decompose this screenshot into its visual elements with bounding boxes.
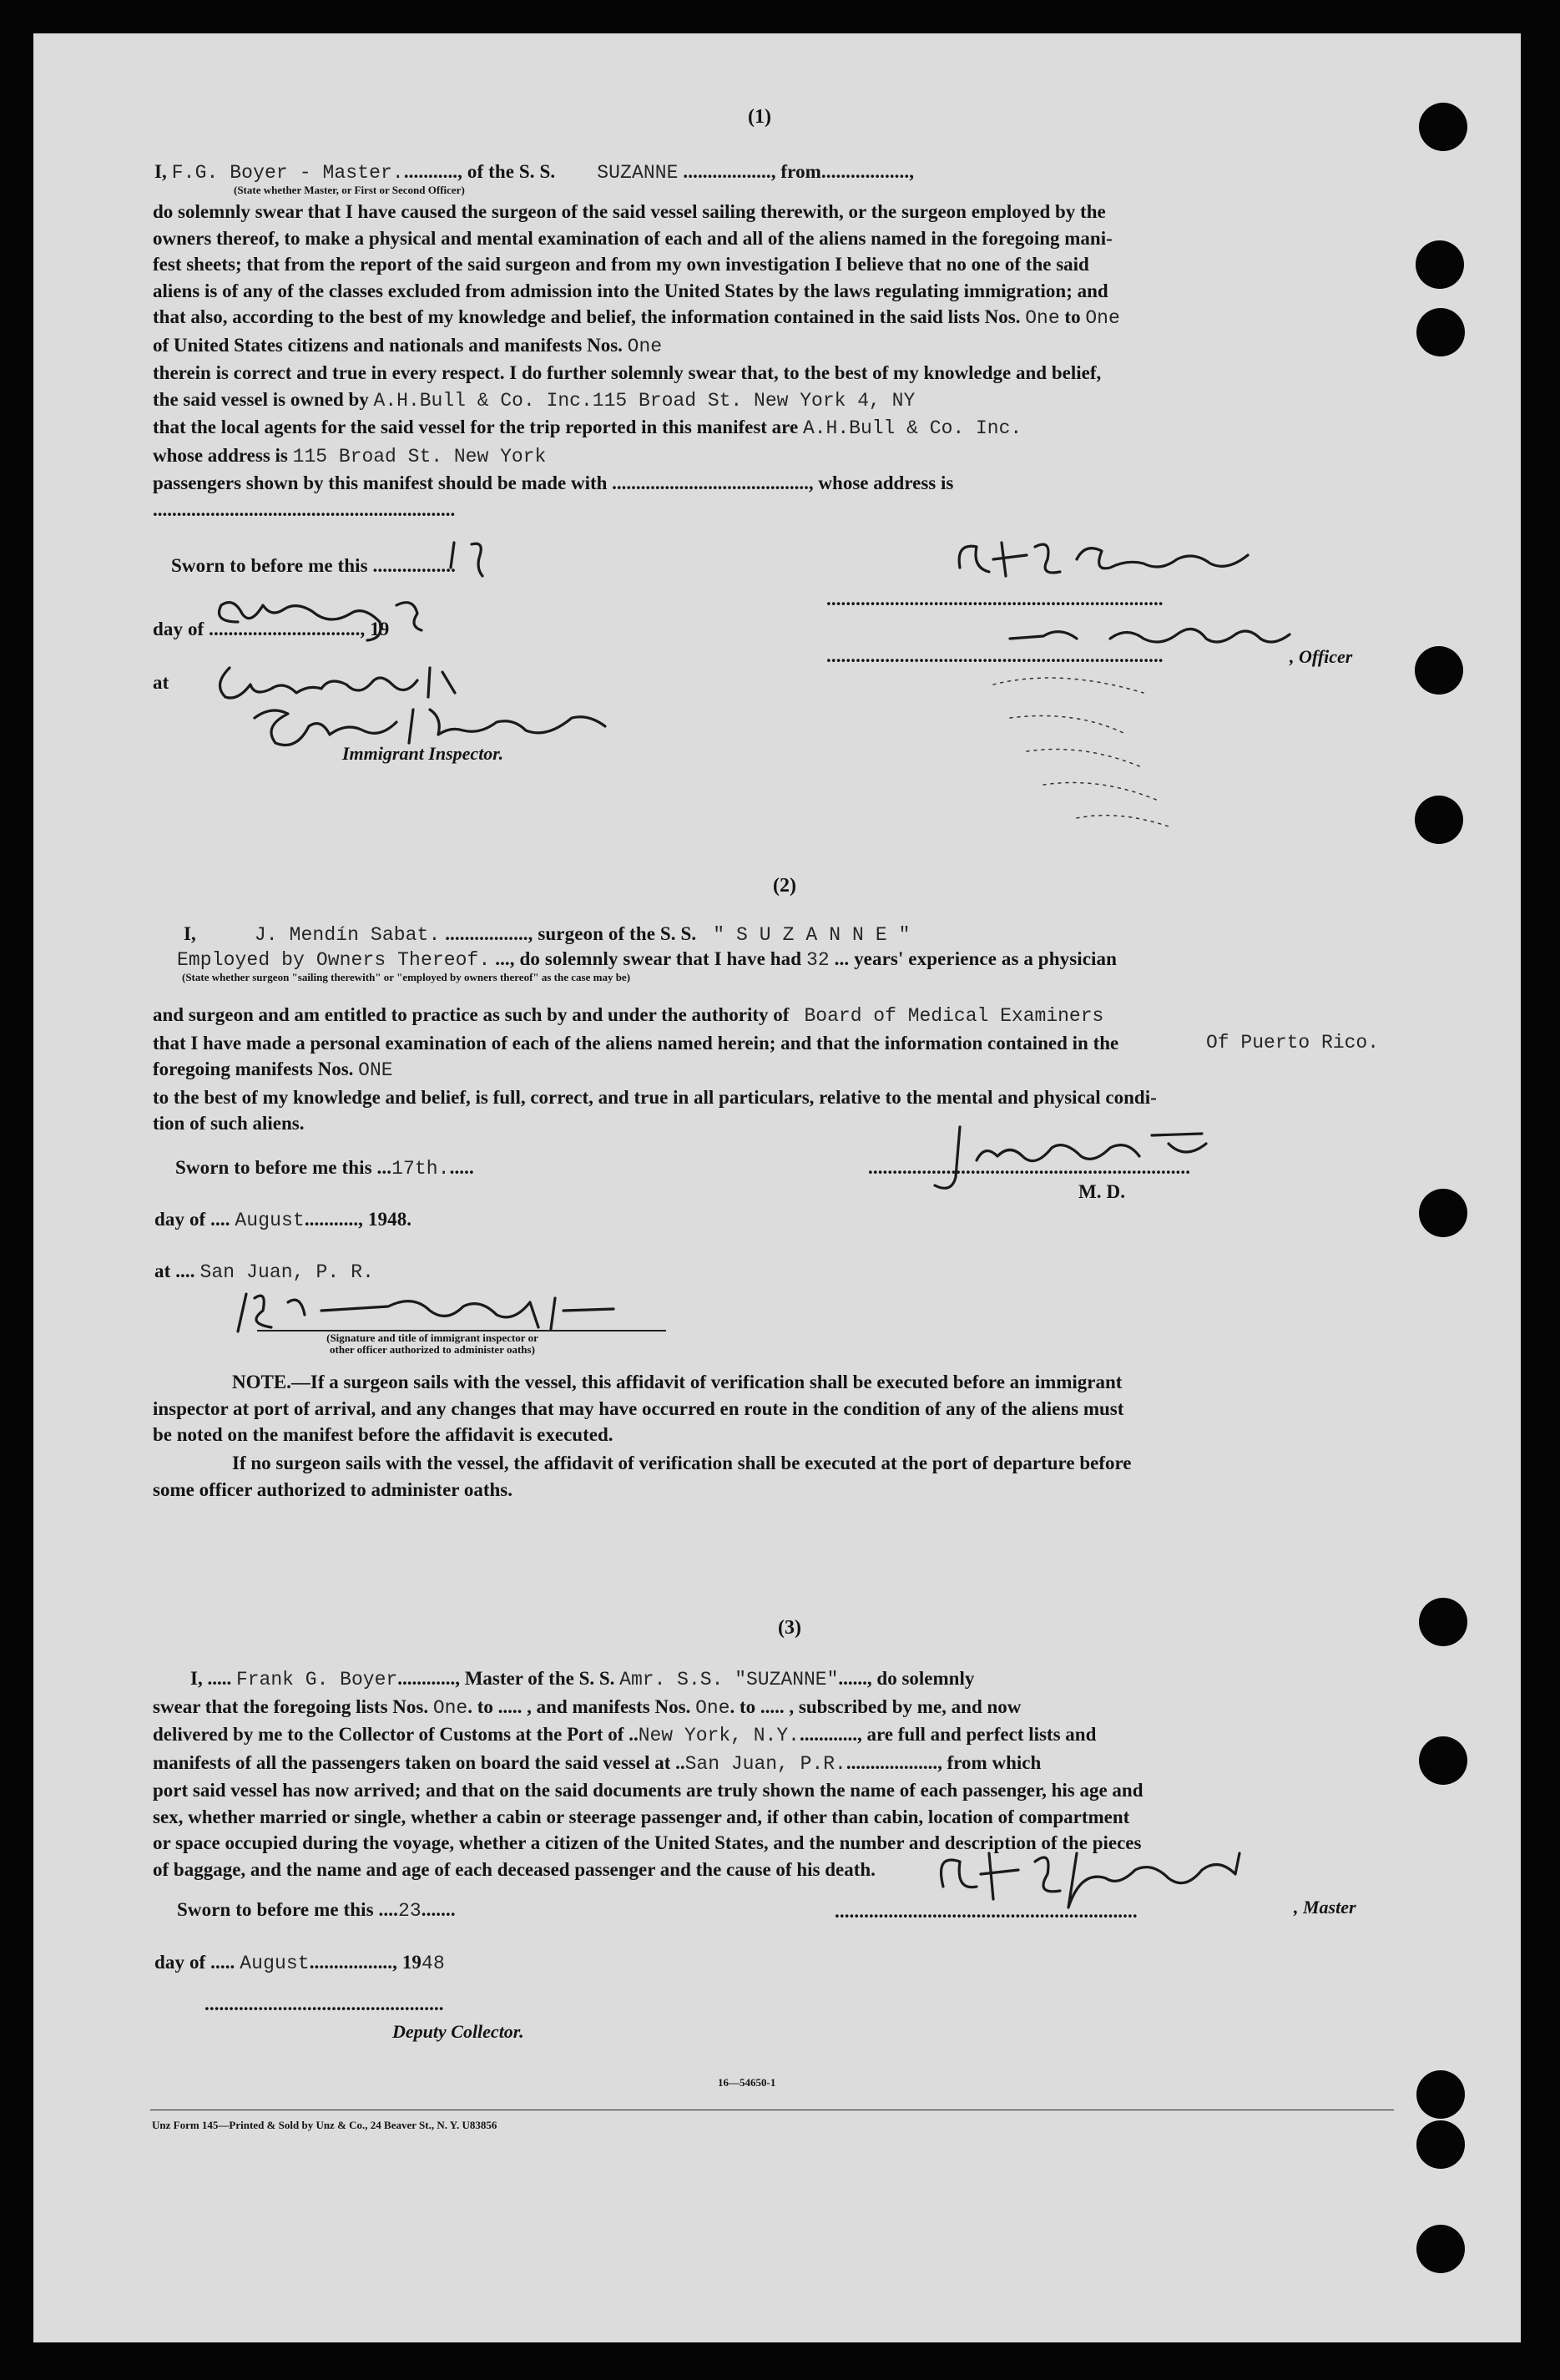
note-paragraph-2 (153, 1450, 1392, 1503)
label-of-ss: , of the S. S. (457, 161, 556, 182)
master-signature-2 (910, 1828, 1294, 1920)
printer-imprint: Unz Form 145—Printed & Sold by Unz & Co., 24 Beaver St., N. Y. U83856 (152, 2119, 497, 2131)
vessel-name: SUZANNE (597, 162, 679, 184)
handwritten-day-17 (434, 534, 534, 584)
punch-hole (1419, 1189, 1467, 1237)
section-1-text (153, 199, 1392, 523)
text-line: the said vessel is owned by A.H.Bull & Co. Inc.115 Broad St. New York 4, NY (153, 388, 916, 412)
at-label-1: at (153, 672, 169, 693)
text-line: or space occupied during the voyage, whether a citizen of the United States, and the number and description of the pieces (153, 1832, 1142, 1853)
sworn-label-3: Sworn to before me this ....23....... (177, 1899, 456, 1922)
sig-dots: .............................................................. (835, 1901, 1138, 1922)
text-line: whose address is 115 Broad St. New York (153, 444, 547, 467)
note-line: NOTE.—If a surgeon sails with the vessel, this affidavit of verification shall be executed before an immigrant (232, 1372, 1123, 1392)
sworn-label-1: Sworn to before me this ................. (171, 555, 456, 576)
master-signature-1 (943, 526, 1277, 601)
text-line: foregoing manifests Nos. ONE (153, 1059, 393, 1081)
note-line: If no surgeon sails with the vessel, the affidavit of verification shall be executed at the port of departure before (232, 1453, 1132, 1473)
text-line: aliens is of any of the classes excluded from admission into the United States by the laws regulating immigration; and (153, 280, 1108, 301)
master-name: F.G. Boyer - Master. (171, 162, 404, 184)
text-line: I, ..... Frank G. Boyer............, Master of the S. S. Amr. S.S. "SUZANNE"......, do solemnly (190, 1668, 975, 1690)
years-experience: 32 (806, 949, 830, 971)
punch-hole (1419, 103, 1467, 151)
employment-type: Employed by Owners Thereof. (177, 949, 491, 971)
text-line: that also, according to the best of my knowledge and belief, the information contained in the said lists Nos. One to One (153, 306, 1120, 329)
day-of-label-2: day of .... August..........., 1948. (154, 1209, 412, 1231)
note-line: inspector at port of arrival, and any changes that may have occurred en route in the condition of any of the aliens must (153, 1397, 1124, 1419)
text-line: fest sheets; that from the report of the said surgeon and from my own investigation I believe that no one of the said (153, 254, 1089, 275)
label-i: I, (184, 923, 196, 944)
official-stamp-smudge (977, 651, 1244, 851)
master-caption: (State whether Master, or First or Second Officer) (234, 184, 465, 196)
punch-hole (1416, 2070, 1465, 2119)
section-3-number: (3) (778, 1617, 801, 1639)
oath-line-1 (154, 159, 1390, 186)
inspector-signature-2 (221, 1277, 655, 1344)
day-of-label-3: day of ..... August................., 1948 (154, 1952, 445, 1974)
text-line: of United States citizens and nationals and manifests Nos. One (153, 334, 663, 357)
note-line: some officer authorized to administer oaths. (153, 1478, 512, 1500)
surgeon-signature (918, 1110, 1269, 1202)
text-line: and surgeon and am entitled to practice as such by and under the authority of Board of Medical Examiners (153, 1004, 1104, 1027)
inspector-caption: (Signature and title of immigrant inspector or other officer authorized to administer oaths) (326, 1331, 538, 1356)
dots: ........... (403, 161, 458, 182)
punch-hole (1416, 240, 1464, 289)
label-surgeon-of: surgeon of the S. S. (538, 923, 697, 944)
text-line: owners thereof, to make a physical and mental examination of each and all of the aliens named in the foregoing mani- (153, 227, 1113, 249)
text-line: that I have made a personal examination of each of the aliens named herein; and that the information contained in the Of Puerto Rico. (153, 1031, 1380, 1054)
note-paragraph (153, 1369, 1392, 1448)
text-line: passengers shown by this manifest should be made with ........................................., whose address is (153, 472, 954, 493)
text-line: to the best of my knowledge and belief, is full, correct, and true in all particulars, relative to the mental and physical condi- (153, 1086, 1157, 1108)
sig-dots: .................................................................. (868, 1157, 1191, 1178)
punch-hole (1416, 308, 1465, 356)
text-line: of baggage, and the name and age of each deceased passenger and the cause of his death. (153, 1858, 876, 1880)
officer-label: , Officer (1290, 646, 1353, 667)
text-line: therein is correct and true in every respect. I do further solemnly swear that, to the best of my knowledge and belief, (153, 362, 1102, 383)
form-number: 16—54650-1 (718, 2076, 776, 2089)
text-line: tion of such aliens. (153, 1113, 305, 1134)
punch-hole (1416, 2225, 1465, 2273)
surgeon-name: J. Mendín Sabat. (254, 924, 441, 946)
sig-dots: ..................................................................... (826, 589, 1164, 609)
handwritten-month (204, 589, 455, 647)
sig-dots: ................................................. (204, 1993, 444, 2014)
employment-line (177, 946, 1412, 973)
at-label-2: at .... San Juan, P. R. (154, 1261, 375, 1283)
punch-hole (1419, 1598, 1467, 1646)
surgeon-caption: (State whether surgeon "sailing therewith" or "employed by owners thereof" as the case may be) (182, 971, 631, 983)
text-line: delivered by me to the Collector of Customs at the Port of ..New York, N.Y............., are full and perfect lists and (153, 1724, 1097, 1746)
text-line: ............................................................... (153, 498, 456, 520)
text-line: port said vessel has now arrived; and that on the said documents are truly shown the name of each passenger, his age and (153, 1780, 1143, 1801)
surgeon-line (184, 921, 1419, 948)
inspector-signature (238, 693, 639, 760)
text-line: manifests of all the passengers taken on board the said vessel at ..San Juan, P.R...................., from which (153, 1751, 1042, 1775)
label-swear: ..., do solemnly swear that I have had (490, 948, 807, 969)
immigrant-inspector-label: Immigrant Inspector. (342, 743, 504, 764)
manifest-page (33, 33, 1521, 2342)
dots: ................., (440, 923, 538, 944)
punch-hole (1419, 1736, 1467, 1785)
vessel-name-2: " S U Z A N N E " (713, 924, 911, 946)
sig-dots: ..................................................................... (826, 645, 1164, 666)
text-line: sex, whether married or single, whether a cabin or steerage passenger and, if other than cabin, location of compartment (153, 1806, 1130, 1827)
dots: .................., (678, 161, 781, 182)
master-label: , Master (1294, 1897, 1356, 1918)
section-1-number: (1) (748, 106, 771, 128)
text-line: do solemnly swear that I have caused the surgeon of the said vessel sailing therewith, or the surgeon employed by the (153, 201, 1106, 222)
text-line: swear that the foregoing lists Nos. One. to ..... , and manifests Nos. One. to ..... , subscribed by me, and now (153, 1695, 1022, 1719)
punch-hole (1415, 796, 1463, 844)
punch-hole (1415, 646, 1463, 695)
md-label: M. D. (1078, 1181, 1126, 1202)
day-of-label-1: day of ..............................., 19 (153, 619, 390, 639)
label-from: from.................., (780, 161, 915, 182)
label-years: ... years' experience as a physician (829, 948, 1118, 969)
sworn-label-2: Sworn to before me this ...17th...... (175, 1157, 474, 1180)
text-line: that the local agents for the said vessel for the trip reported in this manifest are A.H.Bull & Co. Inc. (153, 417, 1022, 439)
label-i: I, (154, 161, 172, 182)
deputy-collector-label: Deputy Collector. (392, 2021, 524, 2042)
punch-hole (1416, 2120, 1465, 2169)
note-line: be noted on the manifest before the affidavit is executed. (153, 1424, 613, 1445)
section-2-number: (2) (773, 875, 796, 897)
